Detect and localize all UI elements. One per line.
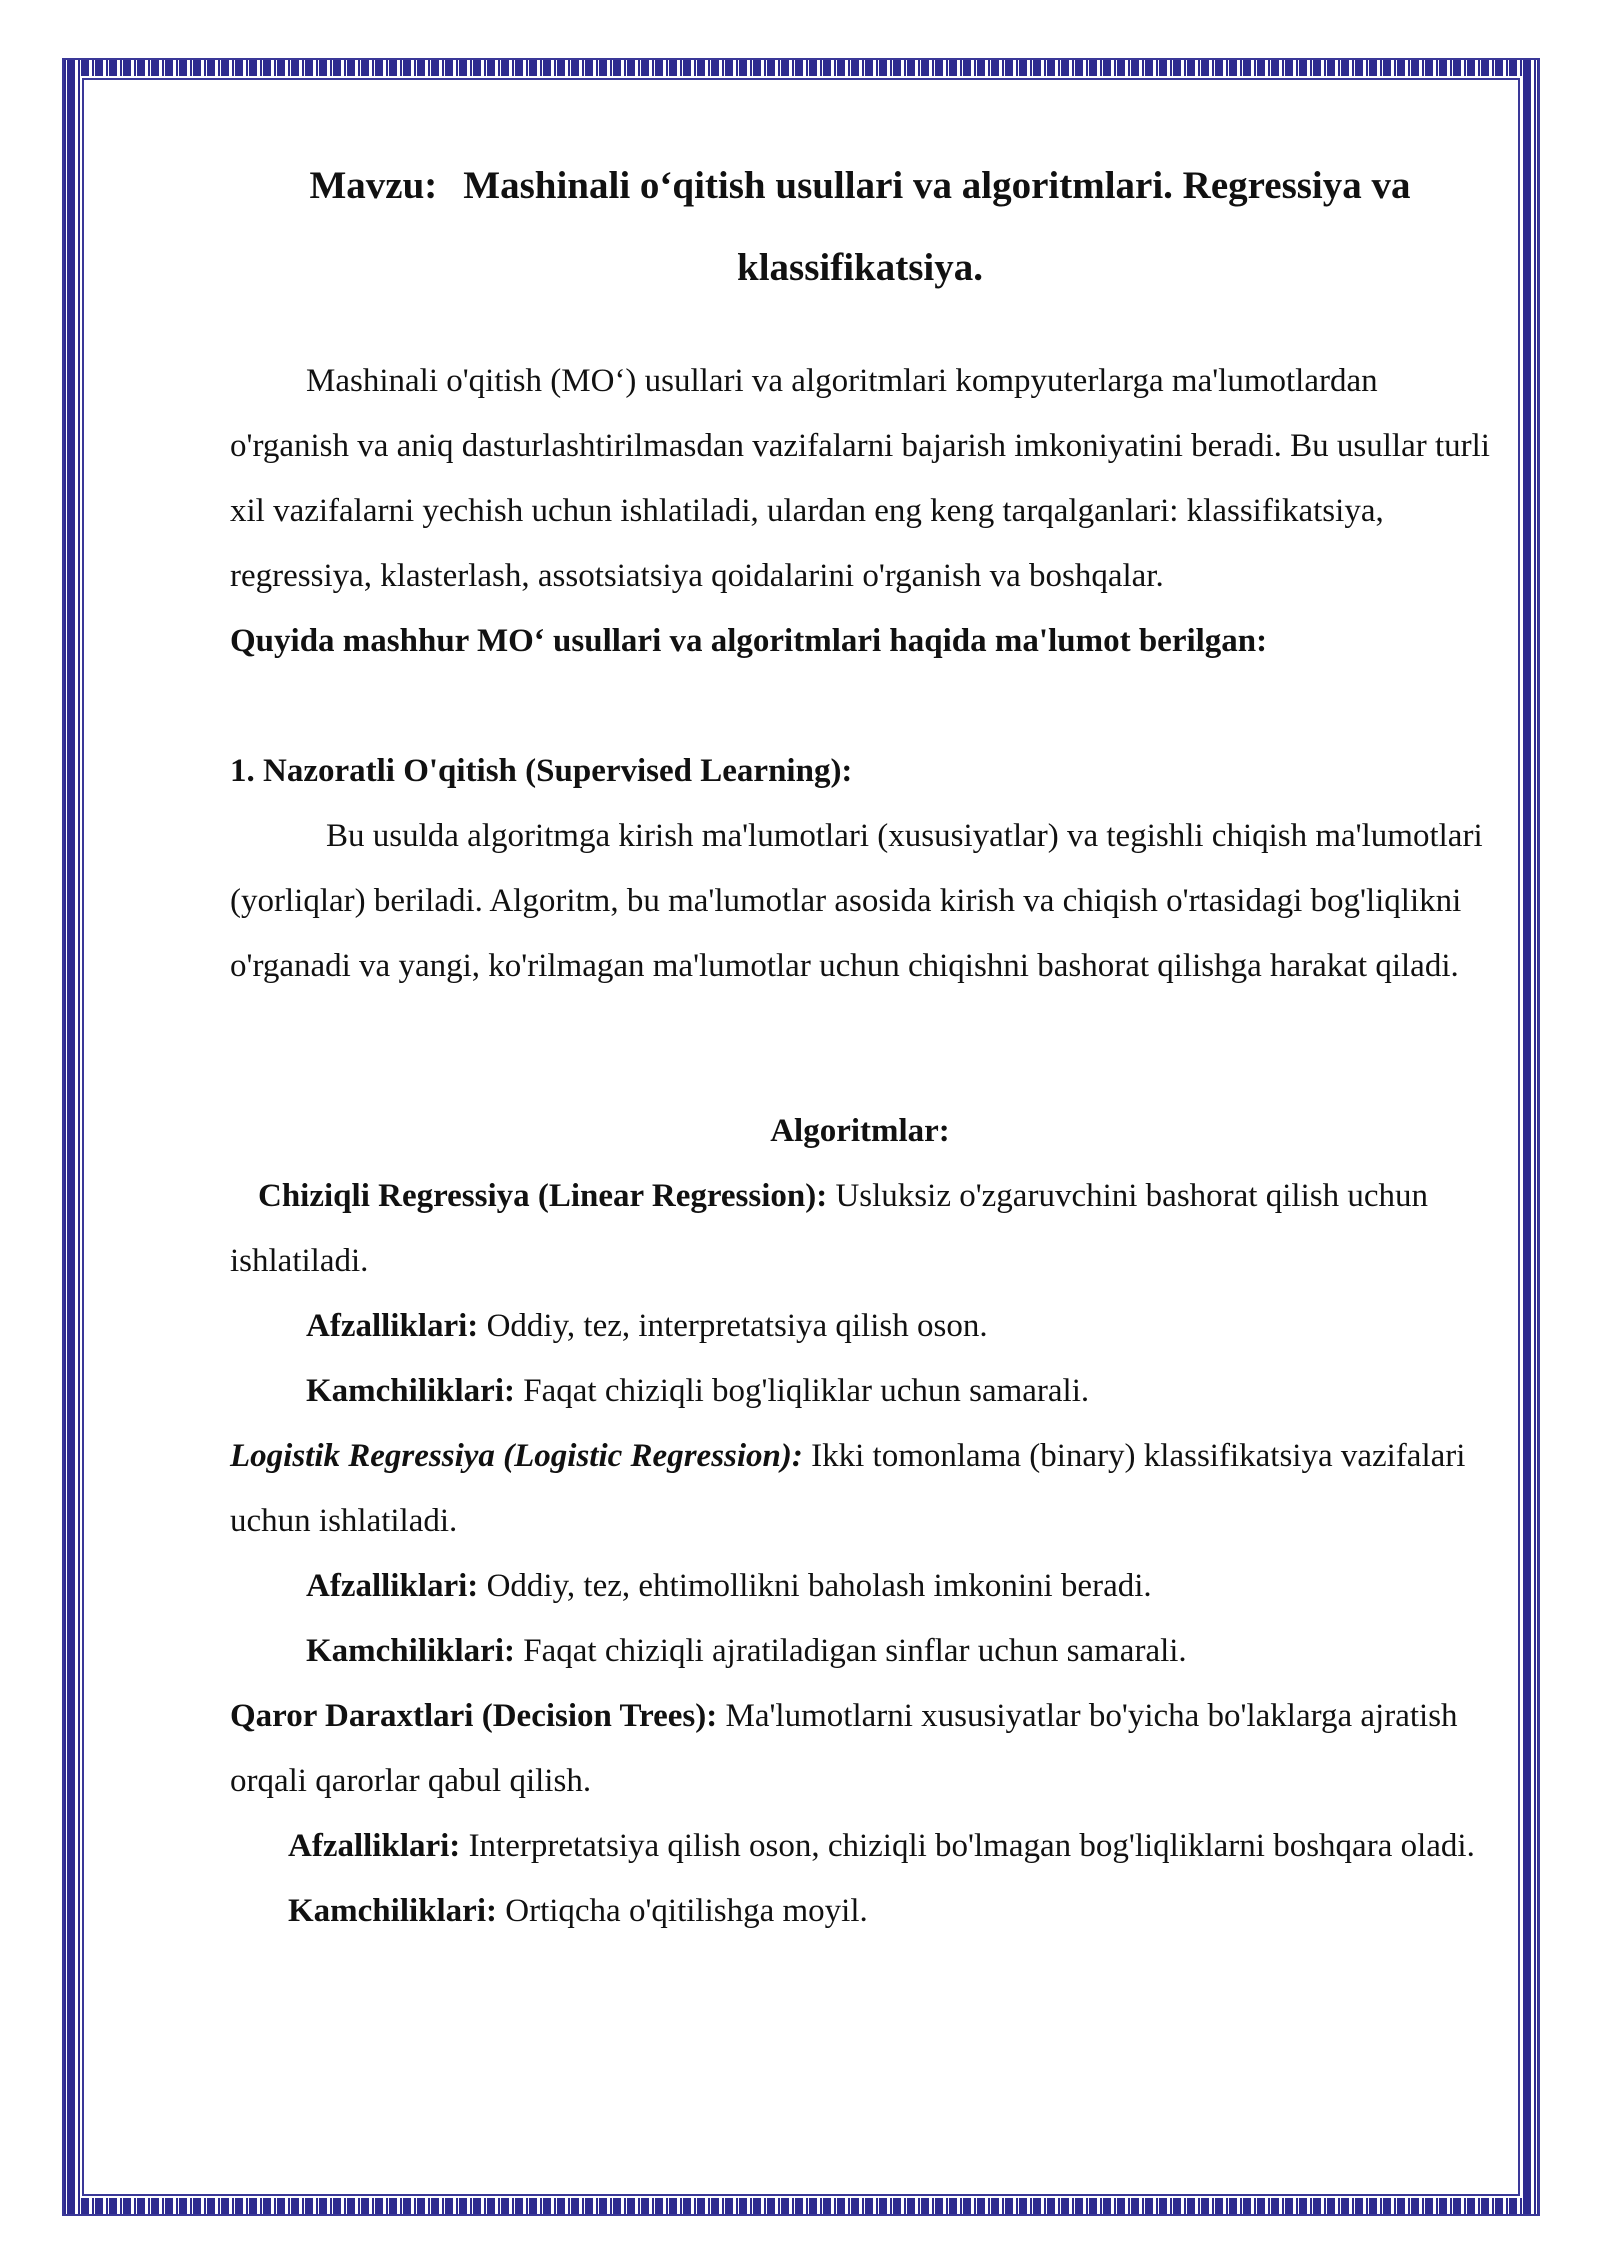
section-paragraph: Bu usulda algoritmga kirish ma'lumotlari (xususiyatlar) va tegishli chiqish ma'lumotlari (yorliqlar) beriladi. Algoritm, bu ma'lumotlar asosida kirish va chiqish o'rtasidagi bog'liqlikni o'rganadi va yangi, ko'rilmagan ma'lumotlar uchun chiqishni bashorat qilishga harakat qiladi. bbox=[230, 818, 1483, 984]
document-body bbox=[230, 145, 1490, 1944]
section-heading: 1. Nazoratli O'qitish (Supervised Learning): bbox=[230, 753, 853, 789]
algorithm-decision-trees: Qaror Daraxtlari (Decision Trees): Ma'lumotlarni xususiyatlar bo'yicha bo'laklarga ajratish orqali qarorlar qabul qilish. bbox=[230, 1698, 1458, 1799]
algorithm-pros: Afzalliklari: Oddiy, tez, ehtimollikni baholash imkonini beradi. bbox=[306, 1568, 1152, 1604]
title-lead: Mavzu: bbox=[309, 164, 438, 207]
algorithms-heading: Algoritmlar: bbox=[770, 1113, 950, 1149]
page-title bbox=[230, 145, 1490, 309]
algorithm-logistic-regression: Logistik Regressiya (Logistic Regression): Ikki tomonlama (binary) klassifikatsiya vazifalari uchun ishlatiladi. bbox=[230, 1438, 1466, 1539]
algorithm-linear-regression: Chiziqli Regressiya (Linear Regression): Usluksiz o'zgaruvchini bashorat qilish uchun ishlatiladi. bbox=[230, 1178, 1428, 1279]
title-line-2: klassifikatsiya. bbox=[737, 246, 983, 289]
algorithm-pros: Afzalliklari: Oddiy, tez, interpretatsiya qilish oson. bbox=[306, 1308, 988, 1344]
algorithm-cons: Kamchiliklari: Ortiqcha o'qitilishga moyil. bbox=[288, 1893, 868, 1929]
algorithm-cons: Kamchiliklari: Faqat chiziqli bog'liqliklar uchun samarali. bbox=[306, 1373, 1090, 1409]
algorithm-cons: Kamchiliklari: Faqat chiziqli ajratiladigan sinflar uchun samarali. bbox=[306, 1633, 1187, 1669]
title-line-1: Mashinali o‘qitish usullari va algoritmlari. Regressiya va bbox=[463, 164, 1411, 207]
algorithm-pros: Afzalliklari: Interpretatsiya qilish oson, chiziqli bo'lmagan bog'liqliklarni boshqara oladi. bbox=[288, 1828, 1475, 1864]
intro-paragraph: Mashinali o'qitish (MO‘) usullari va algoritmlari kompyuterlarga ma'lumotlardan o'rganish va aniq dasturlashtirilmasdan vazifalarni bajarish imkoniyatini beradi. Bu usullar turli xil vazifalarni yechish uchun ishlatiladi, ulardan eng keng tarqalganlari: klassifikatsiya, regressiya, klasterlash, assotsiatsiya qoidalarini o'rganish va boshqalar. bbox=[230, 363, 1490, 594]
intro-bold-line: Quyida mashhur MO‘ usullari va algoritmlari haqida ma'lumot berilgan: bbox=[230, 623, 1268, 659]
